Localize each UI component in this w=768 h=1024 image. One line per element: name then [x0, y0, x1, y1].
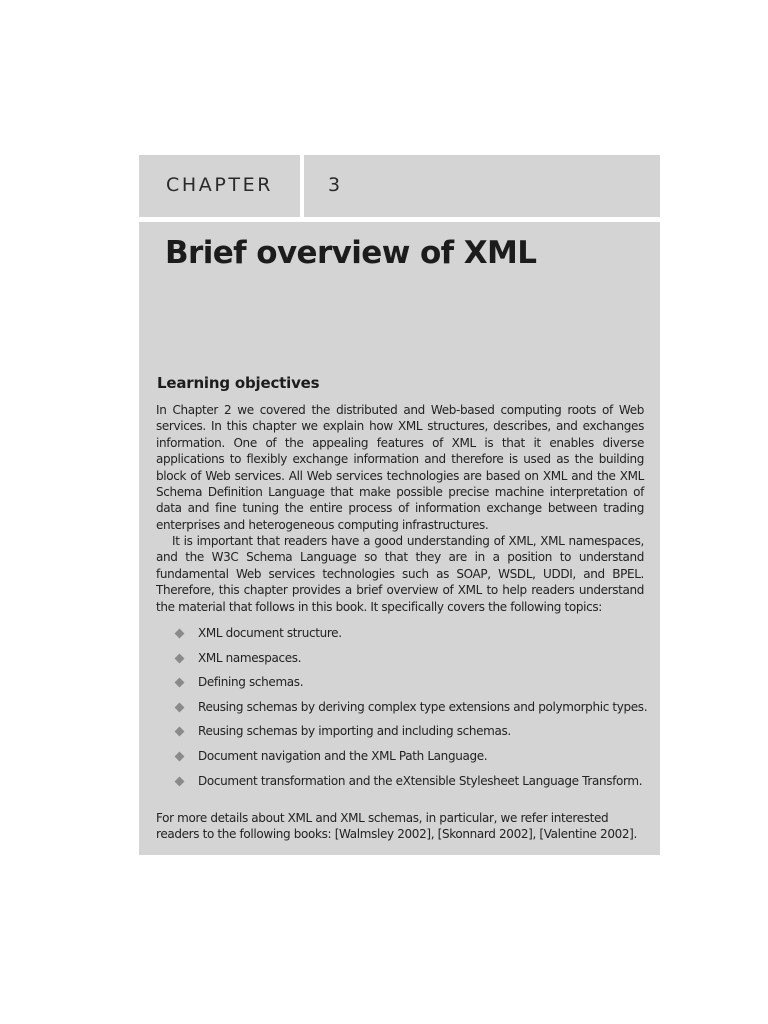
list-item [156, 675, 656, 700]
chapter-title: Brief overview of XML [165, 235, 537, 271]
topic-text: Reusing schemas by deriving complex type extensions and polymorphic types. [198, 699, 648, 714]
list-item [156, 724, 656, 749]
topic-text: Reusing schemas by importing and including schemas. [198, 724, 511, 739]
chapter-header [139, 155, 660, 217]
topic-text: Document transformation and the eXtensible Stylesheet Language Transform. [198, 773, 643, 788]
intro-paragraph: In Chapter 2 we covered the distributed and Web-based computing roots of Web services. In this chapter we explain how XML structures, describes, and exchanges information. One of the appealing features of XML is that it enables diverse applications to flexibly exchange information and therefore is used as the building block of Web services. All Web services technologies are based on XML and the XML Schema Definition Language that make possible precise machine interpretation of data and fine tuning the entire process of information exchange between trading enterprises and heterogeneous computing infrastructures. [156, 403, 644, 532]
further-reading-paragraph: For more details about XML and XML schemas, in particular, we refer interested readers to the following books: [Walmsley 2002], [Skonnard 2002], [Valentine 2002]. [156, 811, 637, 842]
chapter-label: CHAPTER [166, 174, 274, 196]
topic-text: Document navigation and the XML Path Language. [198, 748, 488, 763]
list-item [156, 774, 656, 799]
chapter-number-box [304, 155, 660, 217]
topic-list [156, 626, 656, 798]
diamond-bullet-icon [175, 776, 185, 786]
section-heading-learning-objectives: Learning objectives [157, 374, 320, 392]
diamond-bullet-icon [175, 653, 185, 663]
list-item [156, 651, 656, 676]
importance-paragraph: It is important that readers have a good understanding of XML, XML namespaces, and the W3C Schema Language so that they are in a position to understand fundamental Web services technologies such as SOAP, WSDL, UDDI, and BPEL. Therefore, this chapter provides a brief overview of XML to help readers understand the material that follows in this book. It specifically covers the following topics: [156, 534, 644, 614]
diamond-bullet-icon [175, 702, 185, 712]
topic-text: XML document structure. [198, 626, 342, 640]
list-item [156, 700, 656, 725]
diamond-bullet-icon [175, 752, 185, 762]
chapter-content-panel [139, 222, 660, 855]
list-item [156, 749, 656, 774]
list-item [156, 626, 656, 651]
diamond-bullet-icon [175, 678, 185, 688]
chapter-number: 3 [328, 174, 341, 196]
chapter-label-box [139, 155, 300, 217]
diamond-bullet-icon [175, 629, 185, 639]
topic-text: XML namespaces. [198, 650, 302, 665]
diamond-bullet-icon [175, 727, 185, 737]
topic-text: Defining schemas. [198, 675, 304, 690]
